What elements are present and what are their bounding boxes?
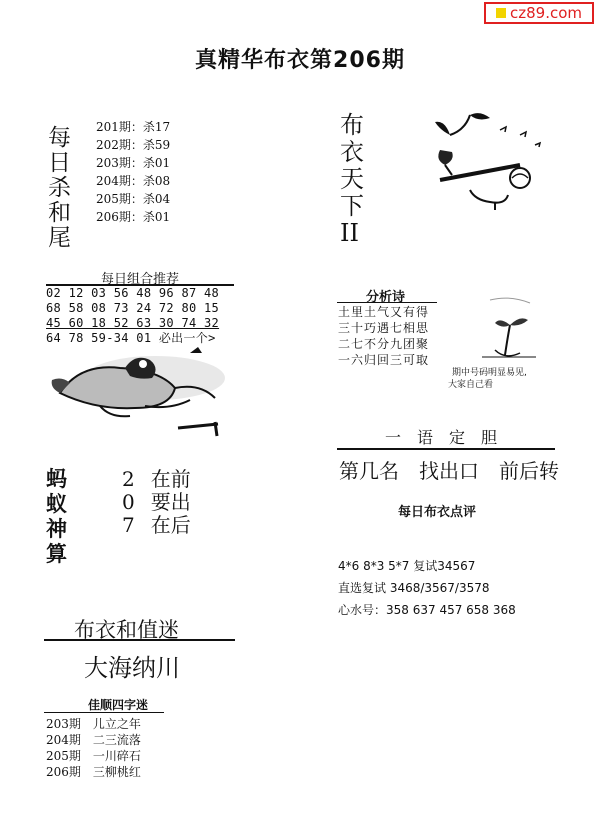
combo-line: 02 12 03 56 48 96 87 48 — [46, 286, 220, 300]
heading-char: 神 — [46, 517, 67, 541]
heading-char: 算 — [46, 542, 67, 566]
buyi-he-answer: 大海纳川 — [84, 654, 180, 682]
list-item: 203期：杀01 — [96, 156, 171, 170]
combo-line: 64 78 59-34 01 必出一个> — [46, 331, 216, 345]
heading-char: 蚁 — [46, 492, 67, 516]
heading-char: 每 — [48, 125, 71, 151]
mayi-text: 在后 — [150, 513, 191, 537]
combo-numbers — [46, 286, 219, 346]
mayi-text: 在前 — [150, 467, 191, 491]
combo-heading: 每日组合推荐 — [100, 272, 179, 287]
heading-char: 布 — [340, 111, 364, 139]
heading-char: 日 — [48, 150, 71, 176]
divider — [337, 302, 437, 303]
logo-square-icon — [496, 8, 506, 18]
list-item: 204期：杀08 — [96, 174, 171, 188]
list-item: 203期 儿立之年 — [46, 717, 141, 731]
divider — [44, 712, 164, 713]
heading-char: 天 — [340, 165, 364, 193]
frog-illustration — [40, 338, 245, 448]
logo-text: cz89.com — [509, 4, 582, 22]
poem-line: 三十巧遇七相思 — [338, 321, 430, 335]
list-item: 201期：杀17 — [96, 120, 171, 134]
list-item: 206期：杀01 — [96, 210, 171, 224]
four-char-list — [46, 716, 141, 780]
list-item: 205期 一川碎石 — [46, 749, 141, 763]
caption-line: 期中号码明显易见, — [452, 368, 527, 378]
poem-line: 一六归回三可取 — [338, 353, 430, 367]
divider — [337, 448, 555, 450]
caption-line: 大家自己看 — [448, 380, 494, 390]
poem-line: 土里土气又有得 — [338, 305, 430, 319]
list-item: 204期 二三流落 — [46, 733, 141, 747]
review-line: 4*6 8*3 5*7 复试34567 — [338, 559, 476, 573]
divider — [44, 639, 235, 641]
mayi-row — [122, 491, 191, 513]
mayi-heading — [46, 467, 70, 567]
mayi-num: 2 — [122, 467, 135, 491]
mayi-text: 要出 — [150, 490, 191, 514]
yiyu-heading: 一 语 定 胆 — [385, 428, 498, 447]
heading-char: 衣 — [340, 138, 364, 166]
plant-seesaw-illustration — [410, 110, 560, 220]
list-item: 202期：杀59 — [96, 138, 171, 152]
page-title: 真精华布衣第206期 — [195, 48, 405, 73]
review-line: 直选复试 3468/3567/3578 — [338, 581, 490, 595]
poem-line: 二七不分九团聚 — [338, 337, 430, 351]
mayi-num: 0 — [122, 490, 135, 514]
heading-char: 和 — [48, 200, 71, 226]
review-line: 心水号：358 637 457 658 368 — [338, 603, 516, 617]
site-logo — [484, 2, 594, 24]
mayi-num: 7 — [122, 513, 135, 537]
poem-heading: 分析诗 — [366, 290, 406, 305]
sha-he-wei-heading — [48, 126, 74, 251]
buyi-tianxia-heading — [340, 112, 366, 247]
review-lines — [338, 555, 516, 621]
small-plant-illustration — [470, 295, 550, 365]
poem-lines — [338, 304, 429, 368]
mayi-row — [122, 514, 191, 536]
buyi-he-heading: 布衣和值迷 — [74, 618, 179, 642]
heading-char: 下 — [340, 192, 364, 220]
four-char-heading: 佳顺四字迷 — [88, 698, 149, 712]
sha-he-wei-list — [96, 118, 170, 226]
heading-char: 尾 — [48, 225, 71, 251]
poem-caption — [448, 367, 527, 391]
mayi-row — [122, 468, 191, 490]
heading-char: 蚂 — [46, 467, 67, 491]
combo-line: 68 58 08 73 24 72 80 15 — [46, 301, 220, 315]
heading-numeral: II — [340, 219, 359, 247]
review-heading: 每日布衣点评 — [398, 505, 477, 520]
list-item: 205期：杀04 — [96, 192, 171, 206]
yiyu-text: 第几名 找出口 前后转 — [339, 459, 559, 483]
combo-line: 45 60 18 52 63 30 74 32 — [46, 316, 220, 330]
heading-char: 杀 — [48, 175, 71, 201]
list-item: 206期 三柳桃红 — [46, 765, 141, 779]
